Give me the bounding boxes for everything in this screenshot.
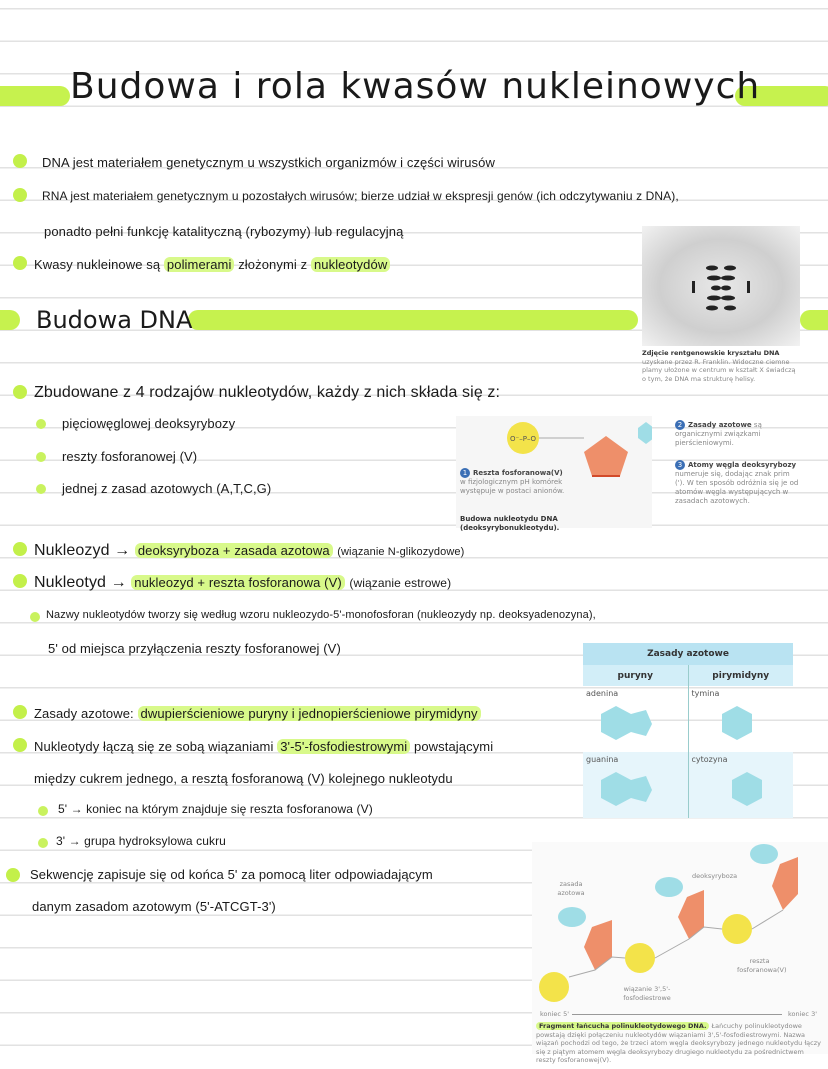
title-bar-left — [0, 86, 70, 106]
cell-cytozyna — [688, 752, 793, 818]
text: Zasady azotowe: — [34, 706, 134, 721]
note-text: numeruje się, dodając znak prim ('). W ten sposób odróżnia się je od atomów węgla występujących w zasadach azotowych. — [675, 470, 799, 505]
xray-caption — [642, 349, 800, 383]
svg-text:O⁻–P–O: O⁻–P–O — [510, 435, 536, 443]
note-title: Zasady azotowe — [688, 421, 752, 429]
nucleic-acids-line — [34, 257, 390, 272]
highlight: dwupierścieniowe puryny i jednopierścieniowe pirymidyny — [138, 706, 481, 721]
naming-line-2: 5' od miejsca przyłączenia reszty fosforanowej (V) — [48, 641, 341, 656]
bonds-sub: 5' → koniec na którym znajduje się reszta fosforanowa (V) — [58, 802, 373, 816]
base-name: cytozyna — [691, 755, 728, 764]
note-title: Reszta fosforanowa(V) — [473, 469, 563, 477]
arrow: → — [114, 542, 131, 559]
composition-lead: Zbudowane z 4 rodzajów nukleotydów, każdy z nich składa się z: — [34, 384, 501, 401]
highlight-polimerami: polimerami — [164, 257, 235, 272]
base-name: tymina — [691, 689, 720, 698]
col-header-puryny: puryny — [583, 665, 688, 686]
xray-image — [642, 226, 800, 346]
highlight: deoksyryboza + zasada azotowa — [135, 543, 333, 558]
sub-bullet — [36, 419, 46, 429]
intro-line-1: DNA jest materiałem genetycznym u wszystkich organizmów i części wirusów — [42, 155, 495, 170]
note-text: są organicznymi związkami pierścieniowymi. — [675, 421, 762, 447]
number-badge: 1 — [460, 468, 470, 478]
thymine-structure — [692, 698, 782, 743]
highlight-nukleotydow: nukleotydów — [311, 257, 390, 272]
sub-bullet — [38, 838, 48, 848]
nucleotide-figure — [456, 416, 652, 532]
sub-bullet — [30, 612, 40, 622]
label-phosphate: reszta fosforanowa(V) — [737, 957, 787, 974]
bullet — [13, 574, 27, 588]
bonds-line-2: między cukrem jednego, a resztą fosforanową (V) kolejnego nukleotydu — [34, 771, 453, 786]
base-name: adenina — [586, 689, 619, 698]
label: Nukleozyd — [34, 542, 110, 559]
composition-item: reszty fosforanowej (V) — [62, 449, 198, 464]
bullet — [13, 256, 27, 270]
composition-item: pięciowęglowej deoksyrybozy — [62, 416, 236, 431]
base-name: guanina — [586, 755, 619, 764]
nucleoside-line — [34, 542, 464, 560]
section-bar-right — [188, 310, 638, 330]
bullet — [13, 738, 27, 752]
cell-adenina — [583, 686, 688, 752]
sequence-line-1: Sekwencję zapisuje się od końca 5' za pomocą liter odpowiadającym — [30, 867, 433, 882]
caption-bold: Fragment łańcucha polinukleotydowego DNA. — [536, 1022, 709, 1030]
guanine-structure — [586, 764, 676, 809]
bullet — [13, 188, 27, 202]
intro-line-3: ponadto pełni funkcję katalityczną (rybozymy) lub regulacyjną — [44, 224, 404, 239]
bullet — [13, 385, 27, 399]
bullet — [13, 542, 27, 556]
xray-pattern — [642, 226, 800, 346]
label-base: zasada azotowa — [557, 880, 585, 897]
bullet — [6, 868, 20, 882]
section-title: Budowa DNA — [36, 306, 193, 334]
caption-bold: Zdjęcie rentgenowskie kryształu DNA — [642, 349, 780, 357]
text: powstającymi — [414, 739, 494, 754]
table-title: Zasady azotowe — [583, 643, 793, 665]
number-badge: 2 — [675, 420, 685, 430]
highlight: nukleozyd + reszta fosforanowa (V) — [131, 575, 345, 590]
bullet — [13, 154, 27, 168]
label-sugar: deoksyryboza — [692, 872, 738, 880]
sub-bullet — [38, 806, 48, 816]
end-5: koniec 5' — [540, 1010, 569, 1018]
section-bar-left — [0, 310, 20, 330]
cytosine-structure — [692, 764, 782, 809]
text: Nukleotydy łączą się ze sobą wiązaniami — [34, 739, 274, 754]
label: Nukleotyd — [34, 574, 107, 591]
text: Kwasy nukleinowe są — [34, 257, 161, 272]
col-header-pirymidyny: pirymidyny — [688, 665, 793, 686]
direction-arrow — [572, 1014, 782, 1015]
end-3: koniec 3' — [788, 1010, 817, 1018]
note-bases — [675, 420, 800, 448]
page-title: Budowa i rola kwasów nukleinowych — [70, 66, 761, 107]
chain-figure — [532, 842, 828, 1064]
caption-text: uzyskane przez R. Franklin. Widoczne ciemne plamy ułożone w centrum w kształt X świadczą o tym, że DNA ma strukturę helisy. — [642, 357, 796, 383]
sub-bullet — [36, 484, 46, 494]
composition-item: jednej z zasad azotowych (A,T,C,G) — [62, 481, 272, 496]
extra: (wiązanie estrowe) — [349, 576, 452, 590]
chain-diagram — [532, 842, 828, 1012]
note-carbons — [675, 460, 800, 506]
bases-line — [34, 706, 481, 721]
number-badge: 3 — [675, 460, 685, 470]
bonds-sub: 3' → grupa hydroksylowa cukru — [56, 834, 226, 848]
caption-text: Łańcuchy polinukleotydowe powstają dzięki połączeniu nukleotydów wiązaniami 3',5'-fosfodiestrowymi. Nazwa wiązań pochodzi od tego, że trzeci atom węgla deoksyrybozy jednego nukleotydu łączy się z piątym atomem węgla deoksyrybozy drugiego nukleotydu za pośrednictwem reszty fosforanowej(V). — [536, 1022, 821, 1064]
nucleotide-line — [34, 574, 451, 592]
section-bar-far-right — [800, 310, 828, 330]
bullet — [13, 705, 27, 719]
bonds-line — [34, 739, 493, 754]
naming-line-1: Nazwy nukleotydów tworzy się według wzoru nukleozydo-5'-monofosforan (nukleozydy np. deoksyadenozyna), — [46, 609, 596, 621]
note-phosphate — [460, 468, 578, 496]
chain-caption — [536, 1022, 821, 1065]
text: złożonymi z — [238, 257, 308, 272]
figure-caption: Budowa nukleotydu DNA (deoksyrybonukleotydu). — [460, 515, 560, 532]
sub-bullet — [36, 452, 46, 462]
intro-line-2: RNA jest materiałem genetycznym u pozostałych wirusów; bierze udział w ekspresji genów (ich odczytywaniu z DNA), — [42, 189, 679, 203]
arrow: → — [110, 574, 127, 591]
label-bond: wiązanie 3',5'-fosfodiestrowe — [623, 985, 671, 1002]
note-text: w fizjologicznym pH komórek występuje w postaci anionów. — [460, 478, 565, 495]
cell-guanina — [583, 752, 688, 818]
highlight: 3'-5'-fosfodiestrowymi — [277, 739, 410, 754]
sequence-line-2: danym zasadom azotowym (5'-ATCGT-3') — [32, 899, 276, 914]
bases-table — [583, 643, 793, 818]
adenine-structure — [586, 698, 676, 743]
cell-tymina — [688, 686, 793, 752]
note-title: Atomy węgla deoksyrybozy — [688, 461, 797, 469]
extra: (wiązanie N-glikozydowe) — [337, 546, 465, 558]
